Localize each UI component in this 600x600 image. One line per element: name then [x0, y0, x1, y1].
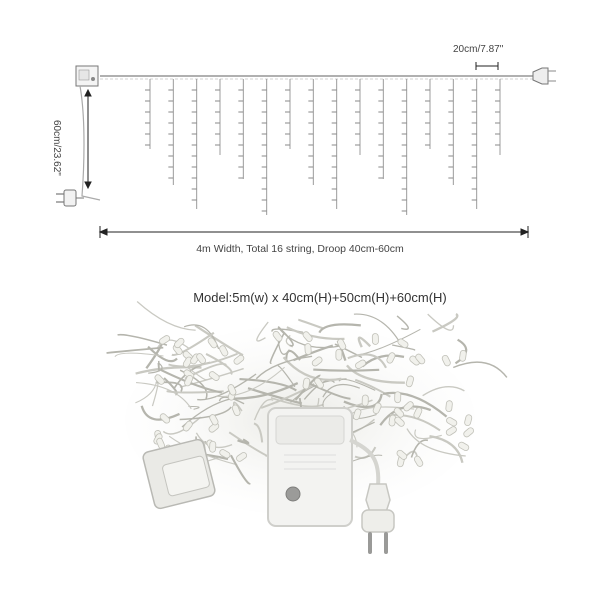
led-bulb-icon — [459, 350, 466, 362]
width-caption: 4m Width, Total 16 string, Droop 40cm-60cm — [196, 243, 404, 255]
led-bulb-icon — [305, 343, 312, 354]
led-bulb-icon — [395, 392, 401, 403]
height-label: 60cm/23.62" — [51, 120, 62, 176]
led-bulb-icon — [209, 441, 216, 452]
led-bulb-icon — [336, 349, 342, 360]
spacing-label: 20cm/7.87" — [453, 44, 504, 55]
wire-segment — [158, 361, 159, 371]
led-bulb-icon — [158, 334, 171, 345]
led-bulb-icon — [446, 400, 453, 412]
wire-segment — [397, 316, 408, 329]
wire-segment — [313, 370, 379, 371]
controller-box-icon — [268, 408, 352, 526]
wire-segment — [453, 362, 507, 377]
led-bulb-icon — [372, 333, 378, 344]
led-bulb-icon — [362, 395, 368, 406]
mode-button-icon — [286, 487, 300, 501]
model-label: Model:5m(w) x 40cm(H)+50cm(H)+60cm(H) — [193, 290, 447, 305]
euro-plug-icon — [362, 484, 394, 554]
